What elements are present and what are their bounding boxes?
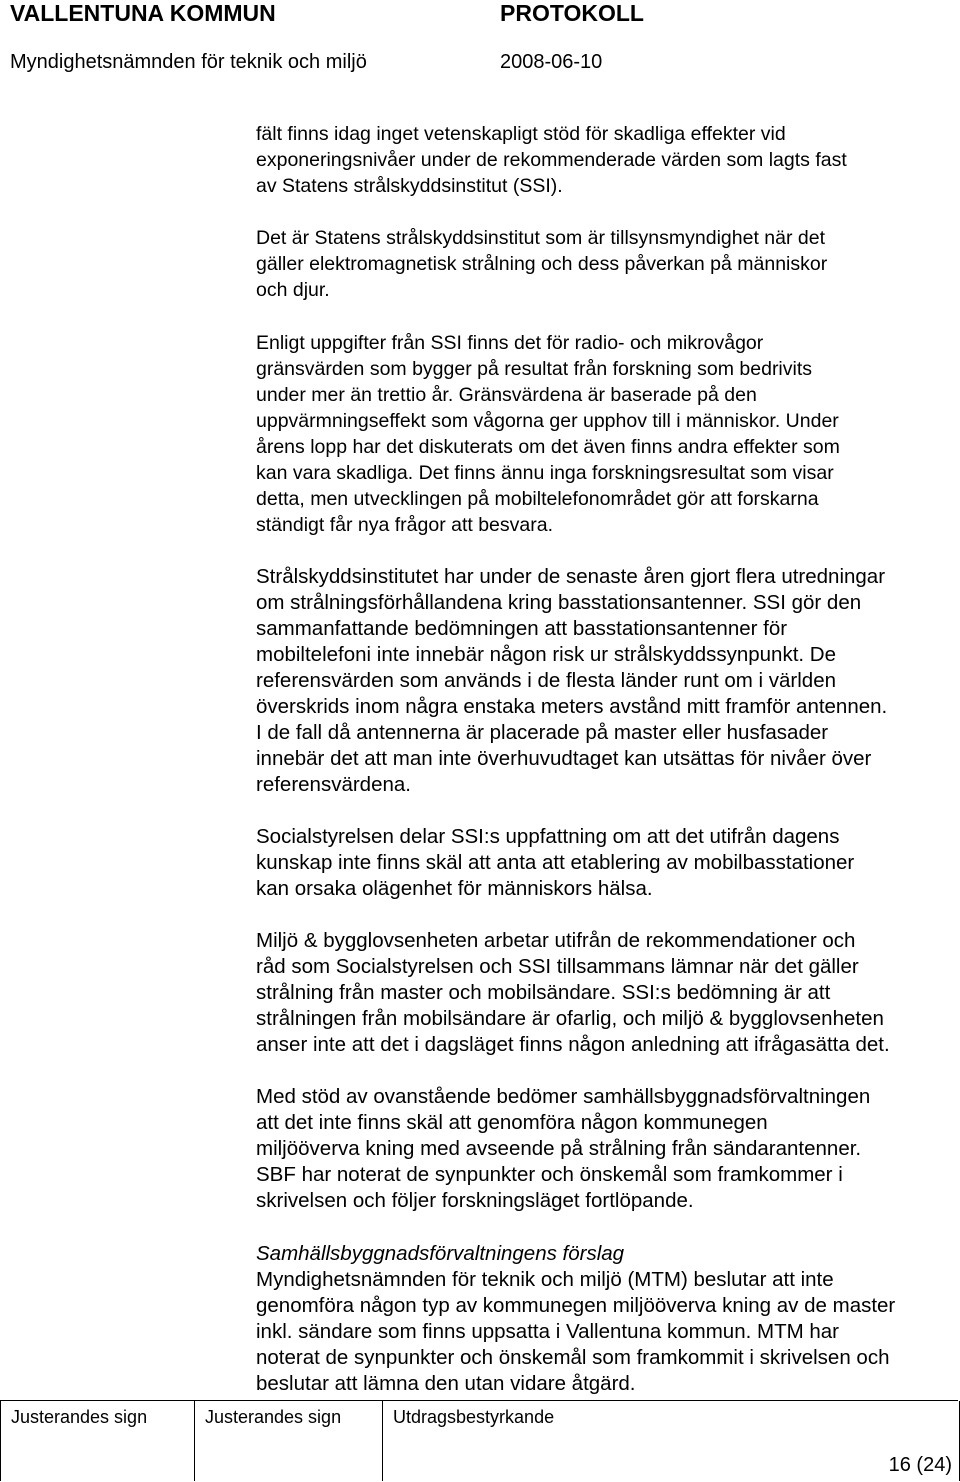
text-line: Enligt uppgifter från SSI finns det för radio- och mikrovågor	[256, 332, 764, 354]
text-line: referensvärden som används i de flesta länder runt om i världen	[256, 669, 837, 692]
text-line: råd som Socialstyrelsen och SSI tillsammans lämnar när det gäller	[256, 955, 859, 978]
text-line: överskrids inom några enstaka meters avstånd mitt framför antennen.	[256, 695, 888, 718]
text-line: anser inte att det i dagsläget finns någon anledning att ifrågasätta det.	[256, 1033, 890, 1056]
document-type: PROTOKOLL	[500, 0, 644, 26]
paragraph-4	[256, 564, 956, 798]
text-line: I de fall då antennerna är placerade på master eller husfasader	[256, 721, 829, 744]
text-line: om strålningsförhållandena kring basstationsantenner. SSI gör den	[256, 591, 862, 614]
text-line: genomföra någon typ av kommunegen miljööverva kning av de master	[256, 1294, 896, 1317]
text-line: miljööverva kning med avseende på strålning från sändarantenner.	[256, 1137, 862, 1160]
text-line: mobiltelefoni inte innebär någon risk ur strålskyddssynpunkt. De	[256, 643, 836, 666]
paragraph-3	[256, 330, 956, 538]
text-line: under mer än trettio år. Gränsvärdena är baserade på den	[256, 384, 757, 406]
text-line: Med stöd av ovanstående bedömer samhällsbyggnadsförvaltningen	[256, 1085, 871, 1108]
signature-label: Justerandes sign	[11, 1407, 148, 1427]
text-line: gränsvärden som bygger på resultat från forskning som bedrivits	[256, 358, 813, 380]
committee-name: Myndighetsnämnden för teknik och miljö	[10, 51, 367, 73]
text-line: gäller elektromagnetisk strålning och dess påverkan på människor	[256, 253, 828, 275]
text-line: uppvärmningseffekt som vågorna ger upphov till i människor. Under	[256, 410, 839, 432]
text-line: Det är Statens strålskyddsinstitut som är tillsynsmyndighet när det	[256, 227, 825, 249]
text-line: kunskap inte finns skäl att anta att etablering av mobilbasstationer	[256, 851, 855, 874]
meeting-date: 2008-06-10	[500, 51, 603, 73]
paragraph-7	[256, 1084, 956, 1214]
text-line: exponeringsnivåer under de rekommenderade värden som lagts fast	[256, 149, 847, 171]
paragraph-2	[256, 225, 956, 303]
paragraph-5	[256, 824, 956, 902]
signature-label: Justerandes sign	[205, 1407, 342, 1427]
signature-cell-2	[194, 1401, 383, 1481]
text-line: Miljö & bygglovsenheten arbetar utifrån de rekommendationer och	[256, 929, 856, 952]
text-line: inkl. sändare som finns uppsatta i Vallentuna kommun. MTM har	[256, 1320, 839, 1343]
text-line: kan orsaka olägenhet för människors hälsa.	[256, 877, 653, 900]
text-line: sammanfattande bedömningen att basstationsantenner för	[256, 617, 788, 640]
signature-cell-1	[0, 1401, 195, 1481]
text-line: att det inte finns skäl att genomföra någon kommunegen	[256, 1111, 768, 1134]
text-line: årens lopp har det diskuterats om det även finns andra effekter som	[256, 436, 840, 458]
text-line: kan vara skadliga. Det finns ännu inga forskningsresultat som visar	[256, 462, 834, 484]
text-line: SBF har noterat de synpunkter och önskemål som framkommer i	[256, 1163, 843, 1186]
text-line: strålning från master och mobilsändare. SSI:s bedömning är att	[256, 981, 831, 1004]
text-line: Myndighetsnämnden för teknik och miljö (MTM) beslutar att inte	[256, 1268, 834, 1291]
proposal-heading: Samhällsbyggnadsförvaltningens förslag	[256, 1242, 625, 1265]
text-line: och djur.	[256, 279, 330, 301]
text-line: av Statens strålskyddsinstitut (SSI).	[256, 175, 563, 197]
text-line: noterat de synpunkter och önskemål som framkommit i skrivelsen och	[256, 1346, 890, 1369]
text-line: strålningen från mobilsändare är ofarlig, och miljö & bygglovsenheten	[256, 1007, 884, 1030]
municipality-name: VALLENTUNA KOMMUN	[10, 0, 276, 26]
paragraph-1	[256, 121, 956, 199]
extract-cell	[382, 1401, 960, 1481]
text-line: Strålskyddsinstitutet har under de senaste åren gjort flera utredningar	[256, 565, 886, 588]
text-line: detta, men utvecklingen på mobiltelefonområdet gör att forskarna	[256, 488, 819, 510]
text-line: ständigt får nya frågor att besvara.	[256, 514, 553, 536]
page-number: 16 (24)	[888, 1454, 952, 1476]
text-line: Socialstyrelsen delar SSI:s uppfattning om att det utifrån dagens	[256, 825, 840, 848]
text-line: fält finns idag inget vetenskapligt stöd för skadliga effekter vid	[256, 123, 786, 145]
proposal-section	[256, 1241, 956, 1397]
extract-label: Utdragsbestyrkande	[393, 1407, 555, 1427]
text-line: beslutar att lämna den utan vidare åtgärd.	[256, 1372, 636, 1395]
paragraph-6	[256, 928, 956, 1058]
text-line: skrivelsen och följer forskningsläget fortlöpande.	[256, 1189, 694, 1212]
text-line: innebär det att man inte överhuvudtaget kan utsättas för nivåer över	[256, 747, 872, 770]
signature-footer	[0, 1400, 958, 1481]
text-line: referensvärdena.	[256, 773, 411, 796]
